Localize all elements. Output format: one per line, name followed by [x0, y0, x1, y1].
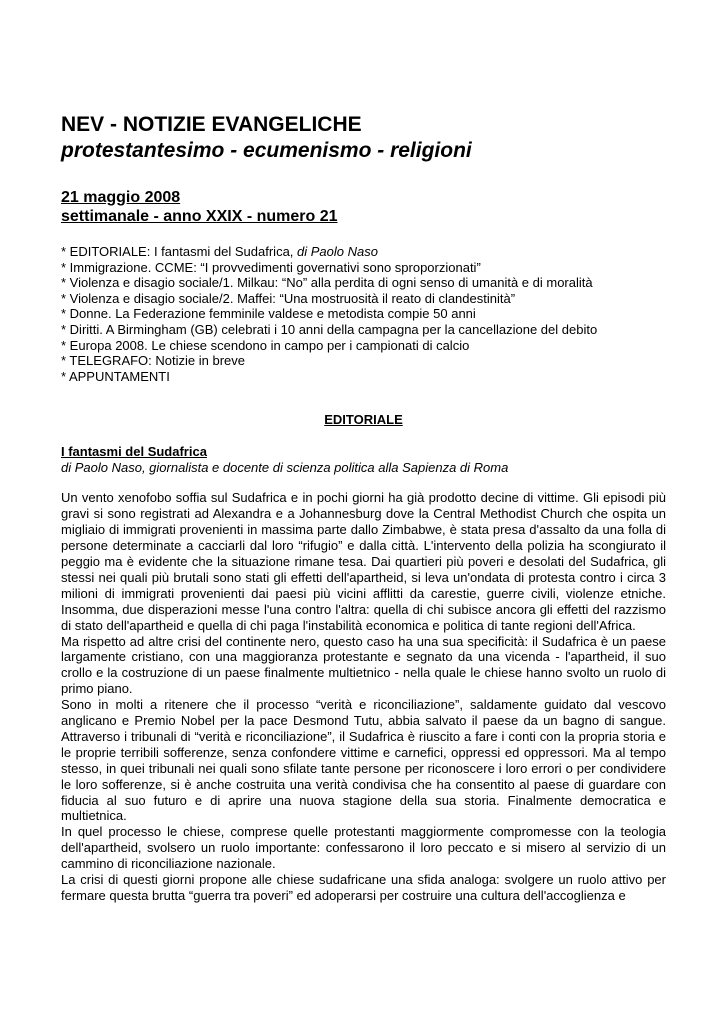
issue-number: settimanale - anno XXIX - numero 21 — [61, 208, 338, 225]
toc-item: * Europa 2008. Le chiese scendono in campo per i campionati di calcio — [61, 337, 470, 353]
toc-item: * TELEGRAFO: Notizie in breve — [61, 353, 245, 369]
article-body — [61, 490, 666, 904]
issue-info — [61, 188, 666, 226]
newsletter-title: NEV - NOTIZIE EVANGELICHE — [61, 113, 362, 136]
table-of-contents — [61, 244, 666, 384]
toc-item: * EDITORIALE: I fantasmi del Sudafrica, di Paolo Naso — [61, 244, 378, 259]
article-paragraph: Ma rispetto ad altre crisi del continente nero, questo caso ha una sua specificità: il Sudafrica è un paese largamente cristiano, con una maggioranza protestante e segnato da una vicenda - l'apartheid, il suo crollo e la costruzione di un paese finalmente multietnico - nella quale le chiese hanno svolto un ruolo di primo piano. — [61, 633, 666, 697]
toc-item: * Donne. La Federazione femminile valdese e metodista compie 50 anni — [61, 306, 476, 322]
article-paragraph: In quel processo le chiese, comprese quelle protestanti maggiormente compromesse con la teologia dell'apartheid, svolsero un ruolo importante: confessarono il loro peccato e si misero al servizio di un cammino di riconciliazione nazionale. — [61, 824, 666, 872]
article-paragraph: Sono in molti a ritenere che il processo “verità e riconciliazione”, saldamente guidato dal vescovo anglicano e Premio Nobel per la pace Desmond Tutu, abbia salvato il paese da un bagno di sangue. Attraverso i tribunali di “verità e riconciliazione”, il Sudafrica è riuscito a fare i conti con la propria storia e le proprie terribili sofferenze, senza confondere vittime e carnefici, oppressi ed oppressori. Ma al tempo stesso, in quei tribunali nei quali sono sfilate tante persone per riconoscere i loro errori o per condividere le loro sofferenze, si è anche costruita una verità condivisa che ha consentito al paese di guardare con fiducia al suo futuro e di aprire una nuova stagione della sua storia. Finalmente democratica e multietnica. — [61, 697, 666, 824]
issue-date: 21 maggio 2008 — [61, 189, 181, 206]
toc-item: * Diritti. A Birmingham (GB) celebrati i 10 anni della campagna per la cancellazione del debito — [61, 321, 598, 337]
newsletter-subtitle: protestantesimo - ecumenismo - religioni — [61, 139, 472, 162]
toc-item: * Violenza e disagio sociale/2. Maffei: “Una mostruosità il reato di clandestinità” — [61, 290, 516, 306]
article-byline: di Paolo Naso, giornalista e docente di scienza politica alla Sapienza di Roma — [61, 460, 509, 476]
toc-item: * Immigrazione. CCME: “I provvedimenti governativi sono sproporzionati” — [61, 259, 481, 275]
toc-item: * APPUNTAMENTI — [61, 368, 170, 384]
article-title: I fantasmi del Sudafrica — [61, 444, 207, 460]
article-paragraph: Un vento xenofobo soffia sul Sudafrica e in pochi giorni ha già prodotto decine di vittime. Gli episodi più gravi si sono registrati ad Alexandra e a Johannesburg dove la Central Methodist Church che ospita un migliaio di immigrati provenienti in massima parte dallo Zimbabwe, è stata presa d'assalto da una folla di persone determinate a cacciarli dal loro “rifugio” e dalla città. L'intervento della polizia ha scongiurato il peggio ma è evidente che la situazione rimane tesa. Dai quartieri più poveri e desolati del Sudafrica, gli stessi nei quali più brutali sono stati gli effetti dell'apartheid, si leva un'ondata di protesta contro i circa 3 milioni di immigrati provenienti dai paesi più vicini afflitti da carestie, guerre civili, violenze etniche. Insomma, due disperazioni messe l'una contro l'altra: quella di chi subisce ancora gli effetti del razzismo di stato dell'apartheid e quella di chi paga l'instabilità economica e politica di tante regioni dell'Africa. — [61, 490, 666, 633]
section-heading: EDITORIALE — [324, 412, 403, 428]
toc-item: * Violenza e disagio sociale/1. Milkau: “No” alla perdita di ogni senso di umanità e di moralità — [61, 275, 593, 291]
document-page — [61, 112, 666, 904]
article-paragraph: La crisi di questi giorni propone alle chiese sudafricane una sfida analoga: svolgere un ruolo attivo per fermare questa brutta “guerra tra poveri” ed adoperarsi per costruire una cultura dell'accoglienza e — [61, 872, 666, 903]
